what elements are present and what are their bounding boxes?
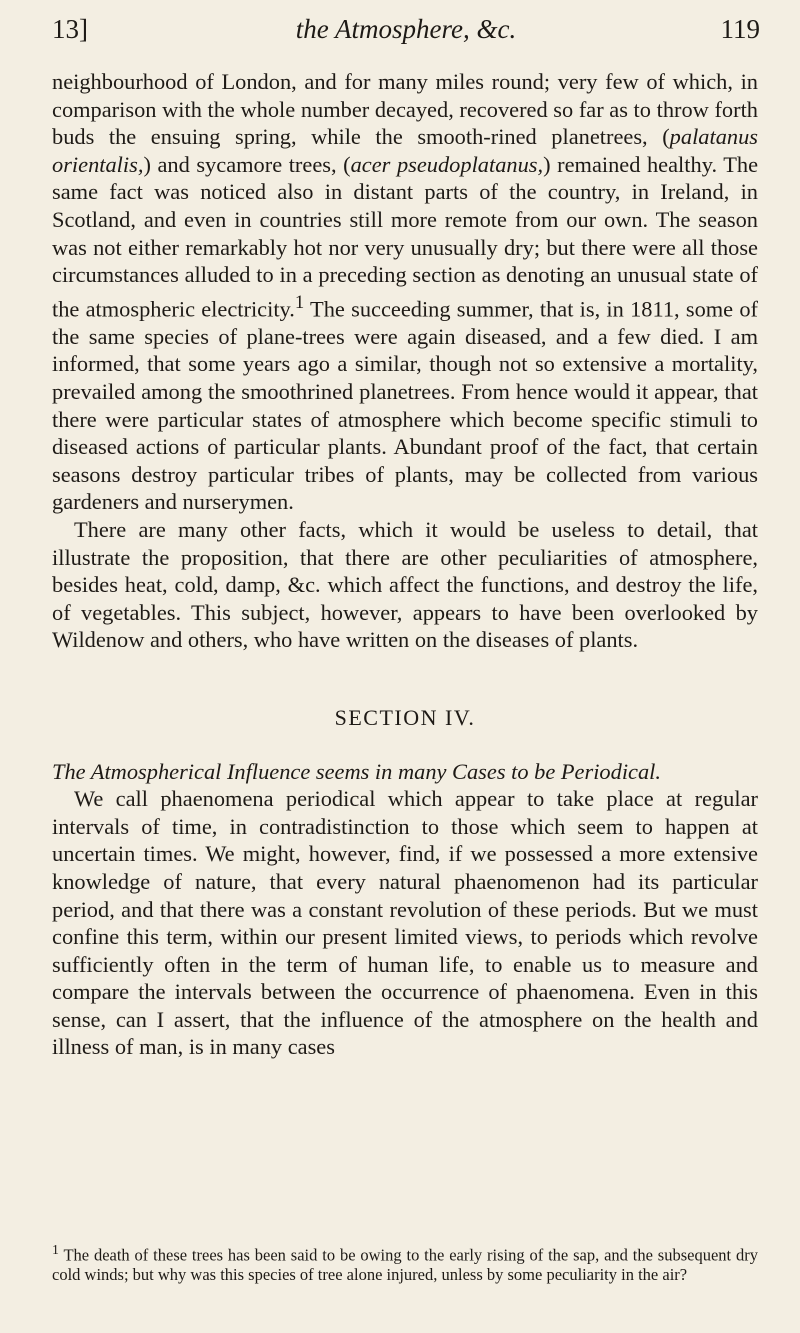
footnote <box>52 1240 758 1284</box>
paragraph-1: neighbourhood of London, and for many miles round; very few of which, in comparison with the whole number decayed, recovered so far as to throw forth buds the ensuing spring, while the smooth-rined planetrees, (palatanus orientalis,) and sycamore trees, (acer pseudoplatanus,) remained healthy. The same fact was noticed also in distant parts of the country, in Ireland, in Scotland, and even in countries still more remote from our own. The season was not either remarkably hot nor very unusually dry; but there were all those circumstances alluded to in a preceding section as denoting an unusual state of the atmospheric electricity.$^1$ The succeeding summer, that is, in 1811, some of the same species of plane-trees were again diseased, and a few died. I am informed, that some years ago a similar, though not so extensive a mortality, prevailed among the smoothrined planetrees. From hence would it appear, that there were particular states of atmosphere which become specific stimuli to diseased actions of particular plants. Abundant proof of the fact, that certain seasons destroy particular tribes of plants, may be collected from various gardeners and nurserymen. <box>52 69 759 515</box>
page-number: 119 <box>720 14 760 44</box>
running-header <box>52 14 760 54</box>
section-subtitle: The Atmospherical Influence seems in many Cases to be Periodical. <box>52 758 661 784</box>
header-page-ref: 13] <box>52 14 88 44</box>
footnote-marker: 1 <box>52 1242 59 1257</box>
latin-name-plane: palatanus orientalis, <box>52 124 758 177</box>
body-text <box>52 68 758 1061</box>
latin-name-sycamore: acer pseudoplatanus, <box>350 151 544 177</box>
paragraph-3: We call phaenomena periodical which appear to take place at regular intervals of time, in contradistinction to those which seem to happen at uncertain times. We might, however, find, if we possessed a more extensive knowledge of nature, that every natural phaenomenon had its particular period, and that there was a constant revolution of these periods. But we must confine this term, within our present limited views, to periods which revolve sufficiently often in the term of human life, to enable us to measure and compare the intervals between the occurrence of phaenomena. Even in this sense, can I assert, that the influence of the atmosphere on the health and illness of man, is in many cases <box>52 786 758 1060</box>
section-heading: SECTION IV. <box>334 704 476 730</box>
footnote-ref: 1 <box>294 291 305 313</box>
footnote-text: The death of these trees has been said to be owing to the early rising of the sap, and the subsequent dry cold winds; but why was this species of tree alone injured, unless by some peculiarity in the air? <box>52 1245 758 1284</box>
running-title: the Atmosphere, &c. <box>295 14 517 44</box>
paragraph-2: There are many other facts, which it would be useless to detail, that illustrate the proposition, that there are other peculiarities of atmosphere, besides heat, cold, damp, &c. which affect the functions, and destroy the life, of vegetables. This subject, however, appears to have been overlooked by Wildenow and others, who have written on the diseases of plants. <box>52 516 758 653</box>
